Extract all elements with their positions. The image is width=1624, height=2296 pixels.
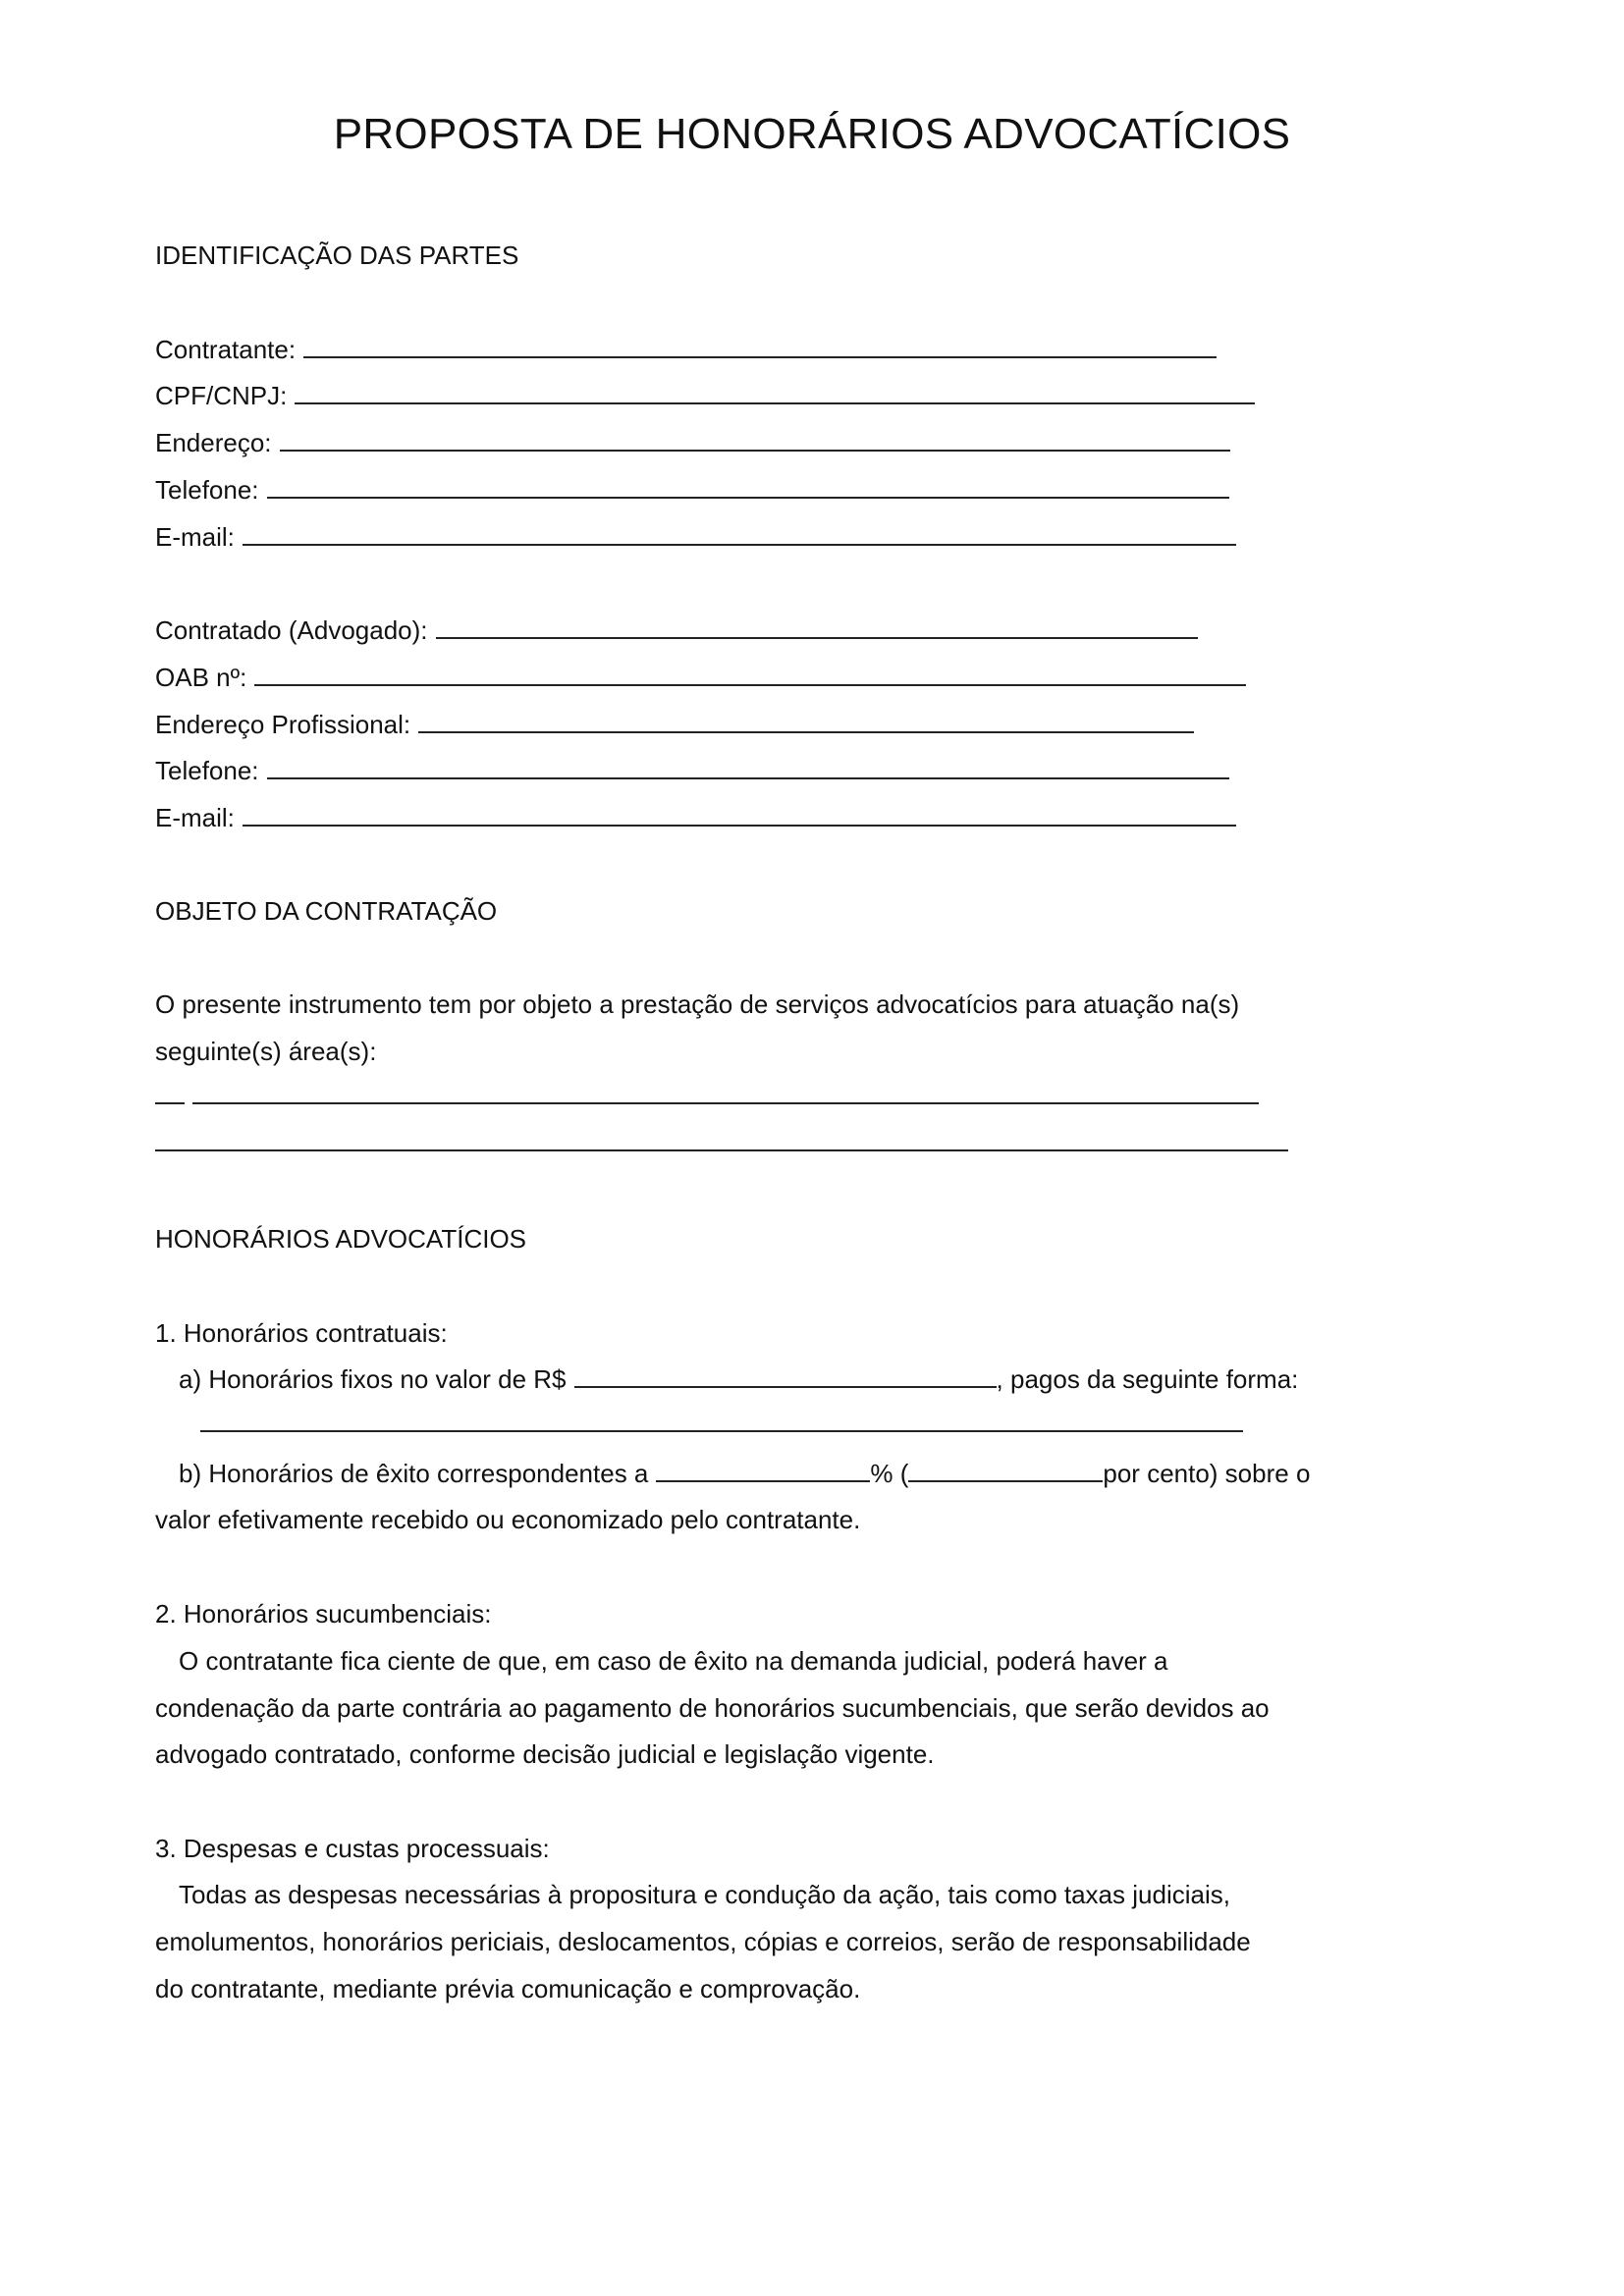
blank-line[interactable] [280,430,1230,452]
blank-line[interactable] [200,1411,1243,1432]
blank-line[interactable] [267,758,1229,779]
field-label: Contratante: [155,335,297,364]
section-heading-fees: HONORÁRIOS ADVOCATÍCIOS [155,1224,527,1254]
fees-item1-a-suffix: , pagos da seguinte forma: [996,1364,1299,1394]
fees-item2-line2: condenação da parte contrária ao pagamento de honorários sucumbenciais, que serão devidos ao [155,1693,1270,1723]
field-label: Endereço: [155,428,272,457]
field-label: Contratado (Advogado): [155,615,428,645]
field-label: E-mail: [155,522,235,552]
field-label: OAB nº: [155,663,247,692]
fees-item1-b-suffix: por cento) sobre o [1103,1459,1311,1488]
field-label: Telefone: [155,475,259,505]
blank-line[interactable] [254,665,1246,686]
blank-line[interactable] [574,1366,997,1388]
blank-line[interactable] [303,337,1217,358]
blank-line[interactable] [267,477,1229,499]
object-text-line1: O presente instrumento tem por objeto a prestação de serviços advocatícios para atuação na(s) [155,989,1240,1019]
blank-line[interactable] [243,805,1236,827]
fees-item2-line3: advogado contratado, conforme decisão judicial e legislação vigente. [155,1739,935,1769]
blank-line[interactable] [192,1083,1259,1104]
fees-item2-line1: O contratante fica ciente de que, em caso de êxito na demanda judicial, poderá haver a [179,1646,1168,1676]
field-cpf-cnpj[interactable] [155,380,1255,411]
fees-item2-title: 2. Honorários sucumbenciais: [155,1599,492,1629]
blank-line[interactable] [656,1461,870,1482]
field-telefone[interactable] [155,474,1229,506]
blank-line[interactable] [295,383,1255,404]
fees-item1-a-payment-line[interactable] [200,1411,1243,1432]
field-label: CPF/CNPJ: [155,381,288,410]
field-contratante[interactable] [155,334,1217,365]
fees-item3-line2: emolumentos, honorários periciais, deslocamentos, cópias e correios, serão de responsabilidade [155,1927,1251,1956]
fees-item1-title: 1. Honorários contratuais: [155,1318,448,1348]
object-text-line2: seguinte(s) área(s): [155,1037,377,1066]
section-heading-object: OBJETO DA CONTRATAÇÃO [155,896,498,926]
fees-item3-title: 3. Despesas e custas processuais: [155,1834,550,1863]
fees-item1-b[interactable] [155,1458,1310,1489]
fees-item1-a[interactable] [155,1363,1298,1395]
fees-item1-b-mid: % ( [870,1459,909,1488]
field-email[interactable] [155,521,1236,553]
field-telefone-advogado[interactable] [155,755,1229,786]
fees-item1-b-line2: valor efetivamente recebido ou economizado pelo contratante. [155,1505,861,1534]
field-label: Telefone: [155,756,259,785]
blank-line[interactable] [243,524,1236,546]
blank-line[interactable] [155,1083,185,1104]
field-label: E-mail: [155,803,235,832]
blank-line[interactable] [436,617,1198,639]
fees-item1-b-prefix: b) Honorários de êxito correspondentes a [179,1459,649,1488]
blank-line[interactable] [418,712,1194,733]
fees-item3-line3: do contratante, mediante prévia comunicação e comprovação. [155,1974,861,2003]
document-title: PROPOSTA DE HONORÁRIOS ADVOCATÍCIOS [333,110,1291,158]
object-area-line2[interactable] [155,1130,1288,1151]
field-label: Endereço Profissional: [155,710,411,739]
field-contratado[interactable] [155,614,1198,646]
section-heading-identification: IDENTIFICAÇÃO DAS PARTES [155,240,519,270]
blank-line[interactable] [908,1461,1103,1482]
fees-item3-line1: Todas as despesas necessárias à propositura e condução da ação, tais como taxas judiciais, [179,1880,1230,1909]
blank-line[interactable] [155,1130,1288,1151]
field-endereco-profissional[interactable] [155,709,1194,740]
fees-item1-a-prefix: a) Honorários fixos no valor de R$ [179,1364,567,1394]
field-oab[interactable] [155,662,1246,693]
field-endereco[interactable] [155,427,1230,458]
field-email-advogado[interactable] [155,802,1236,833]
object-area-line1[interactable] [155,1083,1259,1104]
